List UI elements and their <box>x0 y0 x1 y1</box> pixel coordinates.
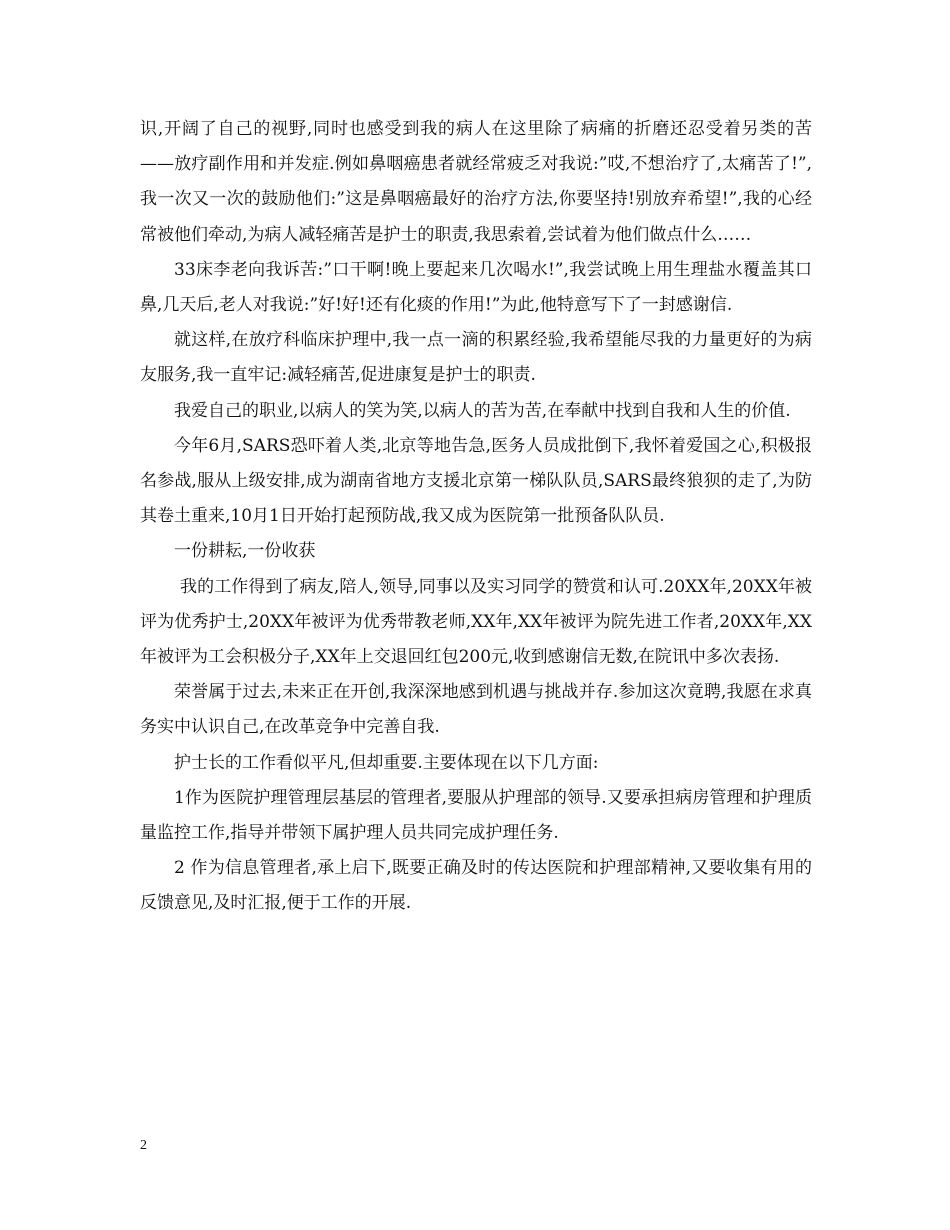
paragraph-8: 护士长的工作看似平凡,但却重要.主要体现在以下几方面: <box>174 752 599 773</box>
page-number: 2 <box>140 1138 147 1153</box>
paragraph-3: 就这样,在放疗科临床护理中,我一点一滴的积累经验,我希望能尽我的力量更好的为病友服务,我一直牢记:减轻痛苦,促进康复是护士的职责. <box>140 330 812 386</box>
paragraph-4: 我爱自己的职业,以病人的笑为笑,以病人的苦为苦,在奉献中找到自我和人生的价值. <box>174 400 791 421</box>
paragraph-7: 荣誉属于过去,未来正在开创,我深深地感到机遇与挑战并存.参加这次竟聘,我愿在求真务实中认识自己,在改革竞争中完善自我. <box>140 682 812 738</box>
paragraph-6: 我的工作得到了病友,陪人,领导,同事以及实习同学的赞赏和认可.20XX年,20XX年被评为优秀护士,20XX年被评为优秀带教老师,XX年,XX年被评为院先进工作者,20XX年,XX年被评为工会积极分子,XX年上交退回红包200元,收到感谢信无数,在院讯中多次表扬. <box>140 576 812 668</box>
list-item-2: 2 作为信息管理者,承上启下,既要正确及时的传达医院和护理部精神,又要收集有用的反馈意见,及时汇报,便于工作的开展. <box>140 858 812 914</box>
document-body <box>140 112 812 922</box>
paragraph-5: 今年6月,SARS恐吓着人类,北京等地告急,医务人员成批倒下,我怀着爱国之心,积极报名参战,服从上级安排,成为湖南省地方支援北京第一梯队队员,SARS最终狼狈的走了,为防其卷土重来,10月1日开始打起预防战,我又成为医院第一批预备队队员. <box>140 435 812 527</box>
section-heading: 一份耕耘,一份收获 <box>174 541 316 562</box>
paragraph-2: 33床李老向我诉苦:”口干啊!晚上要起来几次喝水!”,我尝试晚上用生理盐水覆盖其口鼻,几天后,老人对我说:”好!好!还有化痰的作用!”为此,他特意写下了一封感谢信. <box>140 259 812 316</box>
list-item-1: 1作为医院护理管理层基层的管理者,要服从护理部的领导.又要承担病房管理和护理质量监控工作,指导并带领下属护理人员共同完成护理任务. <box>140 787 812 844</box>
paragraph-1: 识,开阔了自己的视野,同时也感受到我的病人在这里除了病痛的折磨还忍受着另类的苦——放疗副作用和并发症.例如鼻咽癌患者就经常疲乏对我说:”哎,不想治疗了,太痛苦了!”,我一次又一次的鼓励他们:”这是鼻咽癌最好的治疗方法,你要坚持!别放弃希望!”,我的心经常被他们牵动,为病人减轻痛苦是护士的职责,我思索着,尝试着为他们做点什么…… <box>140 119 812 245</box>
